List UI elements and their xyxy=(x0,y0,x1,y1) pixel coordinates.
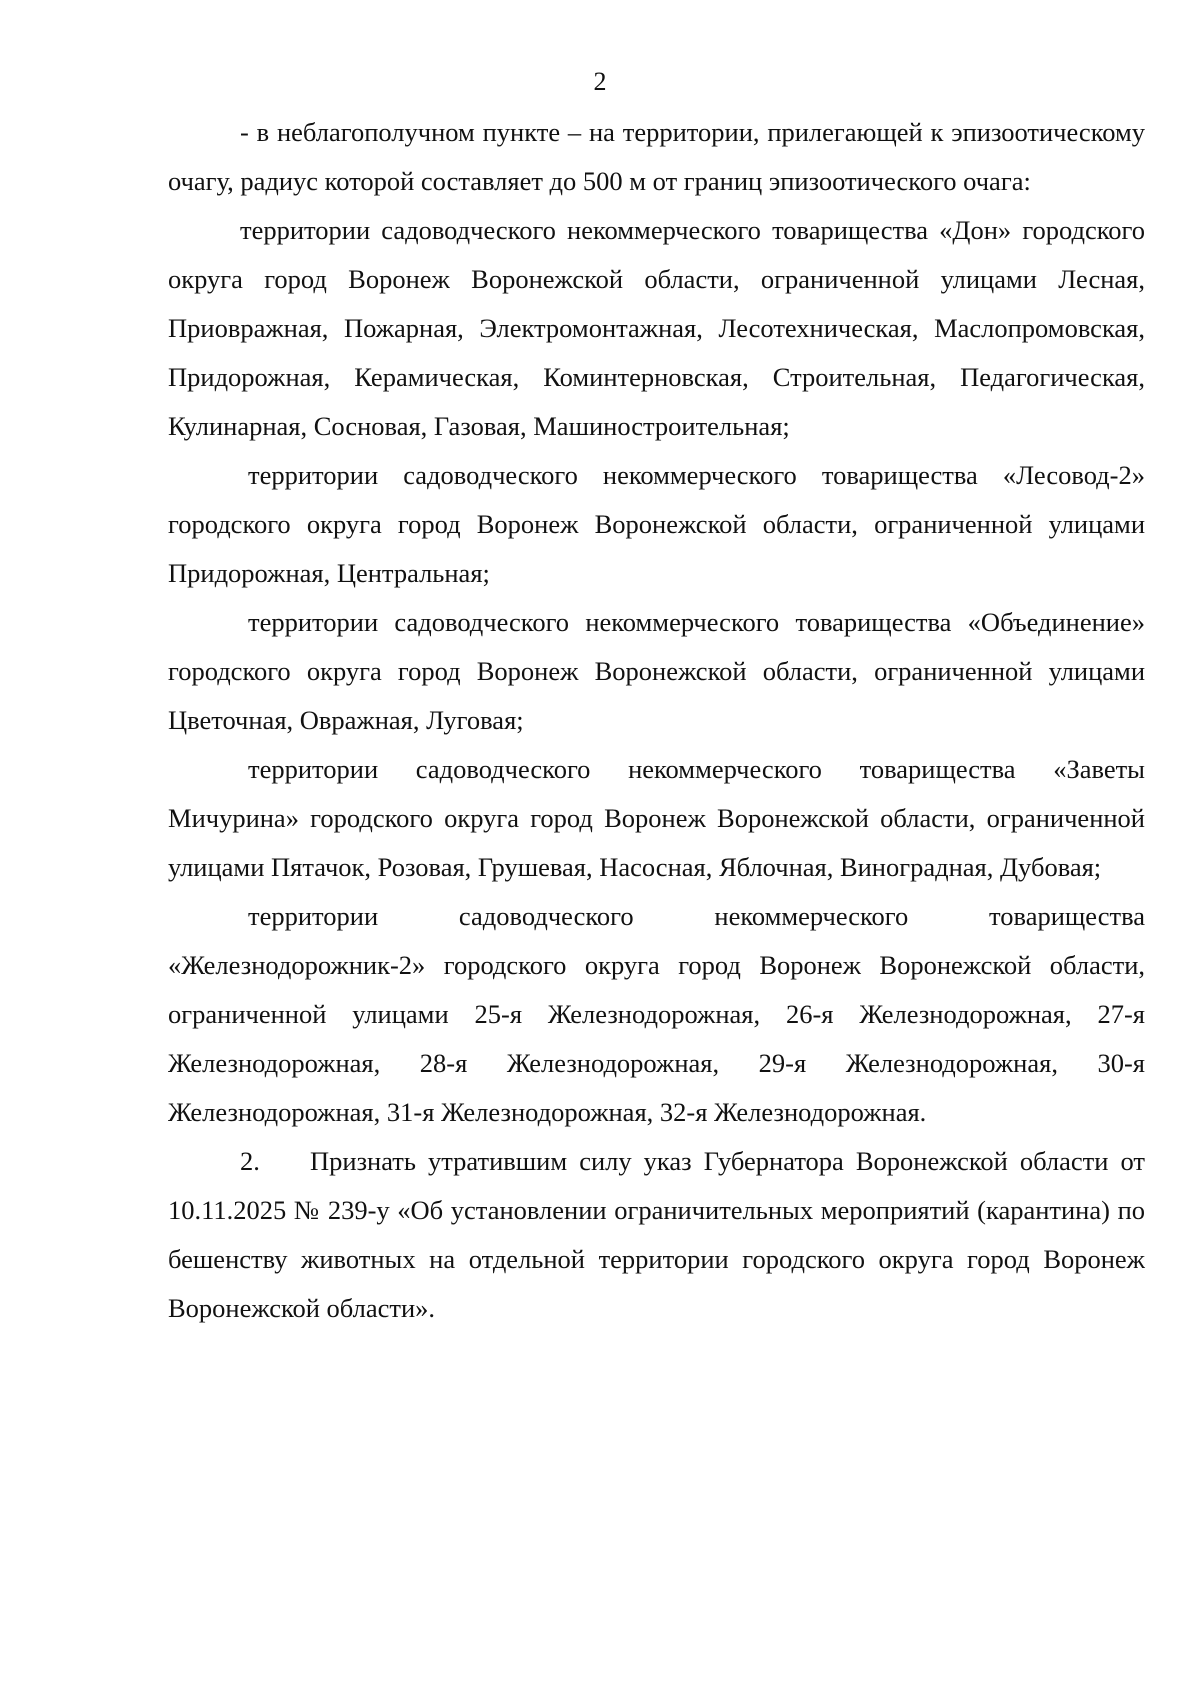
page-number: 2 xyxy=(593,67,607,96)
paragraph-snt-zheleznodorozhnik-2: территории садоводческого некоммерческого товарищества «Железнодорожник-2» городского округа город Воронеж Воронежской области, ограниченной улицами 25-я Железнодорожная, 26-я Железнодорожная, 27-я Железнодорожная, 28-я Железнодорожная, 29-я Железнодорожная, 30-я Железнодорожная, 31-я Железнодорожная, 32-я Железнодорожная. xyxy=(168,901,1145,1127)
item-2-number: 2. xyxy=(240,1146,260,1176)
paragraph-snt-obedinenie: территории садоводческого некоммерческого товарищества «Объединение» городского округа город Воронеж Воронежской области, ограниченной улицами Цветочная, Овражная, Луговая; xyxy=(168,607,1145,735)
paragraph-intro: - в неблагополучном пункте – на территории, прилегающей к эпизоотическому очагу, радиус которой составляет до 500 м от границ эпизоотического очага: xyxy=(168,117,1145,196)
paragraph-item-2 xyxy=(168,1137,1145,1333)
paragraph-snt-don: территории садоводческого некоммерческого товарищества «Дон» городского округа город Воронеж Воронежской области, ограниченной улицами Лесная, Приовражная, Пожарная, Электромонтажная, Лесотехническая, Маслопромовская, Придорожная, Керамическая, Коминтерновская, Строительная, Педагогическая, Кулинарная, Сосновая, Газовая, Машиностроительная; xyxy=(168,215,1145,441)
document-body xyxy=(168,108,1145,1333)
paragraph-snt-zavety-michurina: территории садоводческого некоммерческого товарищества «Заветы Мичурина» городского округа город Воронеж Воронежской области, ограниченной улицами Пятачок, Розовая, Грушевая, Насосная, Яблочная, Виноградная, Дубовая; xyxy=(168,754,1145,882)
item-2-text: Признать утратившим силу указ Губернатора Воронежской области от 10.11.2025 № 239-у «Об установлении ограничительных мероприятий (карантина) по бешенству животных на отдельной территории городского округа город Воронеж Воронежской области». xyxy=(168,1146,1145,1323)
paragraph-snt-lesovod-2: территории садоводческого некоммерческого товарищества «Лесовод-2» городского округа город Воронеж Воронежской области, ограниченной улицами Придорожная, Центральная; xyxy=(168,460,1145,588)
